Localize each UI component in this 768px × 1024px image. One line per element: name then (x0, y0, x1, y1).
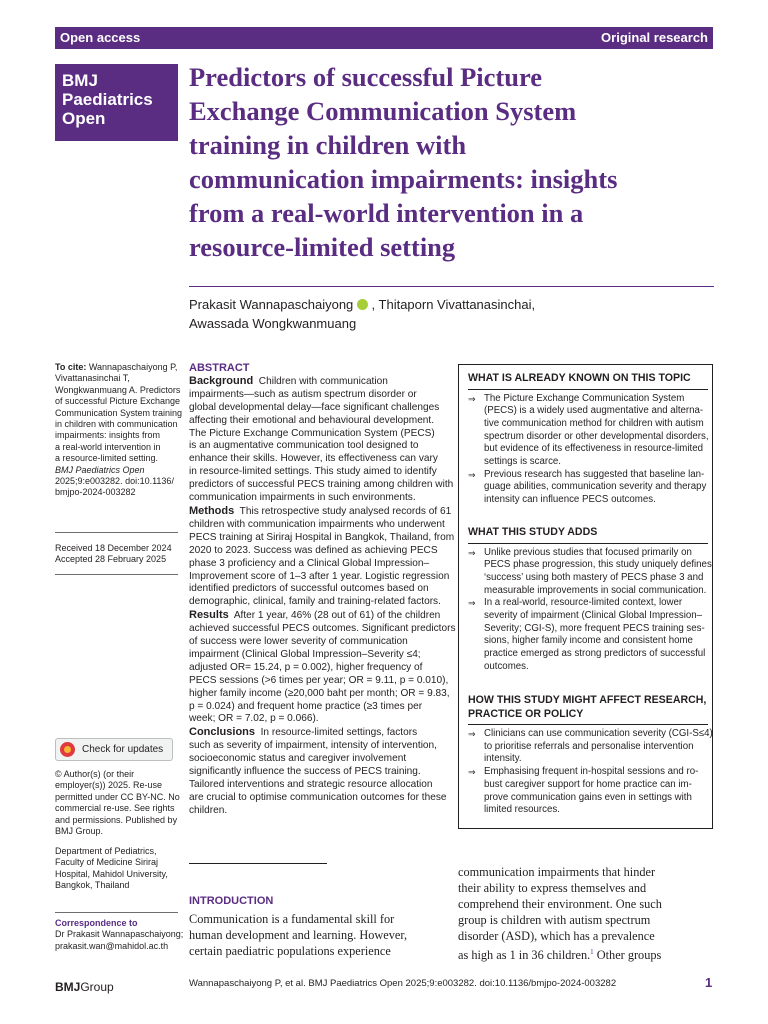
abstract-line: children. (189, 804, 228, 816)
abstract-line: global developmental delay—face significant challenges (189, 401, 440, 413)
title-line: Exchange Communication System (189, 96, 577, 126)
item-line: Severity; CGI-S), more frequent PECS training ses- (484, 622, 705, 634)
copyright-line: employer(s)) 2025. Re-use (55, 780, 163, 791)
citation-line: a real-world intervention in (55, 441, 161, 452)
abstract-line: In resource-limited settings, factors (260, 727, 418, 739)
affiliation-line: Department of Pediatrics, (55, 846, 157, 856)
methods-label: Methods (189, 504, 235, 517)
title-line: Predictors of successful Picture (189, 62, 543, 92)
reference-link[interactable]: 1 (590, 948, 594, 956)
abstract-line: impairment (Clinical Global Impression–Severity ≤4; (189, 648, 421, 660)
check-for-updates-label: Check for updates (82, 744, 164, 755)
item-line: outcomes. (484, 660, 529, 672)
affect-heading: PRACTICE OR POLICY (468, 707, 584, 720)
citation-line: of successful Picture Exchange (55, 396, 181, 407)
list-item (468, 766, 708, 817)
citation-line: Wannapaschaiyong P, (88, 362, 178, 372)
citation-line: in children with communication (55, 419, 178, 430)
introduction-section (189, 893, 444, 959)
body-line: Other groups (593, 948, 662, 963)
citation-doi[interactable]: 2025;9:e003282. doi:10.1136/ (55, 476, 174, 487)
body-line: group is children with autism spectrum (458, 913, 651, 927)
abstract-line: demographic, clinical, family and training-related factors. (189, 596, 441, 608)
header-bar (55, 27, 713, 49)
citation-journal: BMJ Paediatrics Open (55, 464, 145, 475)
journal-logo (55, 64, 178, 141)
citation-line: impairments: insights from (55, 430, 161, 441)
results-label: Results (189, 609, 229, 622)
item-line: intensity. (484, 753, 522, 765)
item-line: prove communication gains even in settings with (484, 791, 692, 803)
copyright-line: © Author(s) (or their (55, 769, 135, 779)
abstract-line: is an augmentative communication tool designed to (189, 440, 419, 452)
abstract-line: Children with communication (258, 375, 388, 387)
item-line: practice emerged as strong predictors of successful (484, 648, 706, 660)
abstract-line: are crucial to optimise communication outcomes for these (189, 791, 447, 803)
orcid-icon[interactable] (357, 299, 368, 310)
citation-line: Wongkwanmuang A. Predictors (55, 384, 181, 395)
copyright-line: commercial re-use. See rights (55, 803, 175, 814)
dates-block (55, 543, 180, 566)
list-item (468, 728, 713, 766)
citation-block (55, 362, 183, 499)
citation-label: To cite: (55, 362, 87, 372)
item-line: bust caregiver support for home practice can im- (484, 778, 692, 790)
abstract-line: in resource-limited settings. This study aimed to identify (189, 466, 437, 478)
title-line: communication impairments: insights (189, 164, 618, 194)
section-divider (468, 543, 708, 544)
abstract-line: p = 0.024) and frequent home practice (≥3 times per (189, 700, 423, 712)
body-line: communication impairments that hinder (458, 865, 656, 879)
sidebar-divider (55, 574, 178, 575)
item-line: measurable improvements in social communication. (484, 584, 707, 596)
author-list (189, 295, 709, 333)
abstract-line: achieved successful PECS outcomes. Significant predictors (189, 623, 456, 635)
abstract-line: socioeconomic status and caregiver involvement (189, 753, 407, 765)
page-number: 1 (705, 975, 713, 990)
publisher-logo-bmj: BMJ (55, 980, 81, 994)
list-item (468, 469, 708, 507)
body-line: disorder (ASD), which has a prevalence (458, 929, 655, 943)
item-line: settings is scarce. (484, 456, 561, 468)
crossmark-icon (60, 742, 75, 757)
abstract-line: phase 3 proficiency and a Clinical Global Impression– (189, 557, 430, 569)
abstract-line: such as severity of impairment, intensity of intervention, (189, 740, 437, 752)
accepted-date: Accepted 28 February 2025 (55, 554, 167, 565)
abstract-line: PECS training at Siriraj Hospital in Bangkok, Thailand, from (189, 531, 455, 543)
section-divider (468, 724, 708, 725)
body-line: comprehend their environment. One such (458, 897, 662, 911)
abstract-line: higher family income (≥20,000 baht per month; OR = 9.83, (189, 687, 450, 699)
abstract-line: This retrospective study analysed records of 61 (239, 505, 452, 517)
abstract-line: of success were lower severity of communication (189, 636, 408, 648)
item-line: ⇒ Clinicians can use communication severity (CGI-S≤4) (484, 728, 713, 739)
footer-citation: Wannapaschaiyong P, et al. BMJ Paediatrics Open 2025;9:e003282. doi:10.1136/bmjpo-2024-003282 (189, 978, 617, 989)
item-line: ‘success’ using both mastery of PECS phase 3 and (484, 571, 704, 583)
abstract-line: 2020 to 2023. Success was defined as achieving PECS (189, 544, 438, 556)
abstract-line: affecting their emotional and behavioural development. (189, 414, 435, 426)
item-line: tive communication method for children with autism (484, 417, 704, 429)
title-line: from a real-world intervention in a (189, 198, 584, 228)
item-line: ⇒ The Picture Exchange Communication System (484, 392, 685, 404)
publisher-logo-group: Group (80, 980, 114, 994)
item-line: (PECS) is a widely used augmentative and alterna- (484, 405, 704, 417)
abstract-line: identified predictors of successful outcomes based on (189, 583, 429, 595)
title-divider (189, 286, 714, 287)
journal-logo-line: BMJ (62, 71, 98, 90)
citation-line: a resource-limited setting. (55, 453, 159, 464)
citation-line: Communication System training (55, 407, 183, 418)
sidebar-divider (55, 532, 178, 533)
item-line: severity of impairment (Clinical Global Impression– (484, 610, 703, 622)
affect-heading: HOW THIS STUDY MIGHT AFFECT RESEARCH, (468, 694, 707, 706)
abstract (189, 362, 456, 818)
list-item (468, 597, 708, 673)
abstract-heading: ABSTRACT (189, 362, 250, 374)
item-line: limited resources. (484, 804, 560, 816)
correspondence-email[interactable]: prakasit.wan@mahidol.ac.th (55, 940, 169, 951)
publisher-logo (55, 980, 114, 994)
affiliation-block (55, 846, 180, 892)
item-line: but evidence of its effectiveness in resource-limited (484, 443, 703, 455)
affiliation-line: Bangkok, Thailand (55, 880, 130, 891)
copyright-line: BMJ Group. (55, 826, 104, 837)
title-line: resource-limited setting (189, 232, 456, 262)
abstract-line: enhance their skills. However, its effectiveness can vary (189, 453, 438, 465)
abstract-line: adjusted OR= 15.24, p = 0.002), higher frequency of (189, 661, 423, 673)
correspondence-block (55, 918, 184, 952)
abstract-line: Improvement score of 1–3 after 1 year. Logistic regression (189, 570, 450, 582)
item-line: PECS phase progression, this study uniquely defines (484, 559, 712, 571)
author-name[interactable]: Awassada Wongkwanmuang (189, 316, 357, 331)
citation-line: Vivattanasinchai T, (55, 373, 130, 384)
abstract-line: children with communication impairments who underwent (189, 518, 445, 530)
check-for-updates-button[interactable] (55, 738, 173, 761)
correspondence-name: Dr Prakasit Wannapaschaiyong; (55, 929, 184, 940)
affiliation-line: Hospital, Mahidol University, (55, 868, 168, 879)
abstract-end-divider (189, 863, 327, 864)
item-line: sions, higher family income and consistent home (484, 635, 693, 647)
body-line: their ability to express themselves and (458, 881, 647, 895)
body-column-right (458, 864, 713, 963)
copyright-line: permitted under CC BY-NC. No (55, 791, 180, 802)
copyright-line: and permissions. Published by (55, 814, 178, 825)
abstract-line: After 1 year, 46% (28 out of 61) of the children (233, 610, 441, 622)
title-line: training in children with (189, 130, 467, 160)
received-date: Received 18 December 2024 (55, 543, 172, 553)
known-heading: WHAT IS ALREADY KNOWN ON THIS TOPIC (468, 372, 691, 384)
correspondence-heading: Correspondence to (55, 918, 138, 928)
item-line: to prioritise referrals and personalise intervention (484, 740, 694, 752)
citation-doi[interactable]: bmjpo-2024-003282 (55, 487, 136, 498)
author-name[interactable]: Prakasit Wannapaschaiyong (189, 297, 354, 312)
item-line: ⇒ Previous research has suggested that baseline lan- (484, 468, 705, 480)
abstract-line: predictors of successful PECS training among children with (189, 479, 454, 491)
list-item (468, 546, 712, 598)
introduction-heading: INTRODUCTION (189, 895, 274, 907)
affect-section (468, 694, 713, 817)
adds-heading: WHAT THIS STUDY ADDS (468, 526, 598, 538)
body-line: as high as 1 in 36 children. (458, 948, 591, 963)
item-line: ⇒ Unlike previous studies that focused primarily on (484, 546, 692, 558)
sidebar-divider (55, 912, 178, 913)
abstract-line: communication impairments in such environments. (189, 492, 416, 504)
abstract-line: PECS sessions (>6 times per year; OR = 9.11, p = 0.010), (189, 674, 449, 686)
adds-section (468, 526, 712, 674)
abstract-line: significantly influence the success of PECS training. (189, 766, 421, 778)
conclusions-label: Conclusions (189, 726, 256, 739)
body-line: certain paediatric populations experience (189, 944, 391, 958)
item-line: intensity can influence PECS outcomes. (484, 494, 656, 506)
item-line: ⇒ In a real-world, resource-limited context, lower (484, 597, 683, 609)
abstract-line: week; OR = 7.02, p = 0.066). (189, 713, 319, 725)
article-type-label: Original research (601, 30, 708, 45)
item-line: guage abilities, communication severity and therapy (484, 481, 707, 493)
journal-logo-line: Paediatrics (62, 90, 153, 109)
copyright-block (55, 769, 180, 837)
body-line: Communication is a fundamental skill for (189, 912, 395, 926)
author-name[interactable]: , Thitaporn Vivattanasinchai, (371, 297, 536, 312)
article-title (189, 60, 719, 264)
body-line: human development and learning. However, (189, 928, 408, 942)
key-messages-box (458, 364, 713, 829)
background-label: Background (189, 374, 254, 387)
affiliation-line: Faculty of Medicine Siriraj (55, 857, 159, 868)
item-line: spectrum disorder or other developmental disorders, (484, 430, 709, 442)
item-line: ⇒ Emphasising frequent in-hospital sessions and ro- (484, 766, 699, 778)
section-divider (468, 389, 708, 390)
list-item (468, 393, 708, 469)
open-access-label: Open access (60, 30, 141, 45)
abstract-line: impairments—such as autism spectrum disorder or (189, 388, 417, 400)
abstract-line: Tailored interventions and strategic resource allocation (189, 779, 433, 790)
abstract-line: The Picture Exchange Communication System (PECS) (189, 427, 435, 439)
known-section (468, 372, 708, 507)
journal-logo-line: Open (62, 109, 106, 128)
